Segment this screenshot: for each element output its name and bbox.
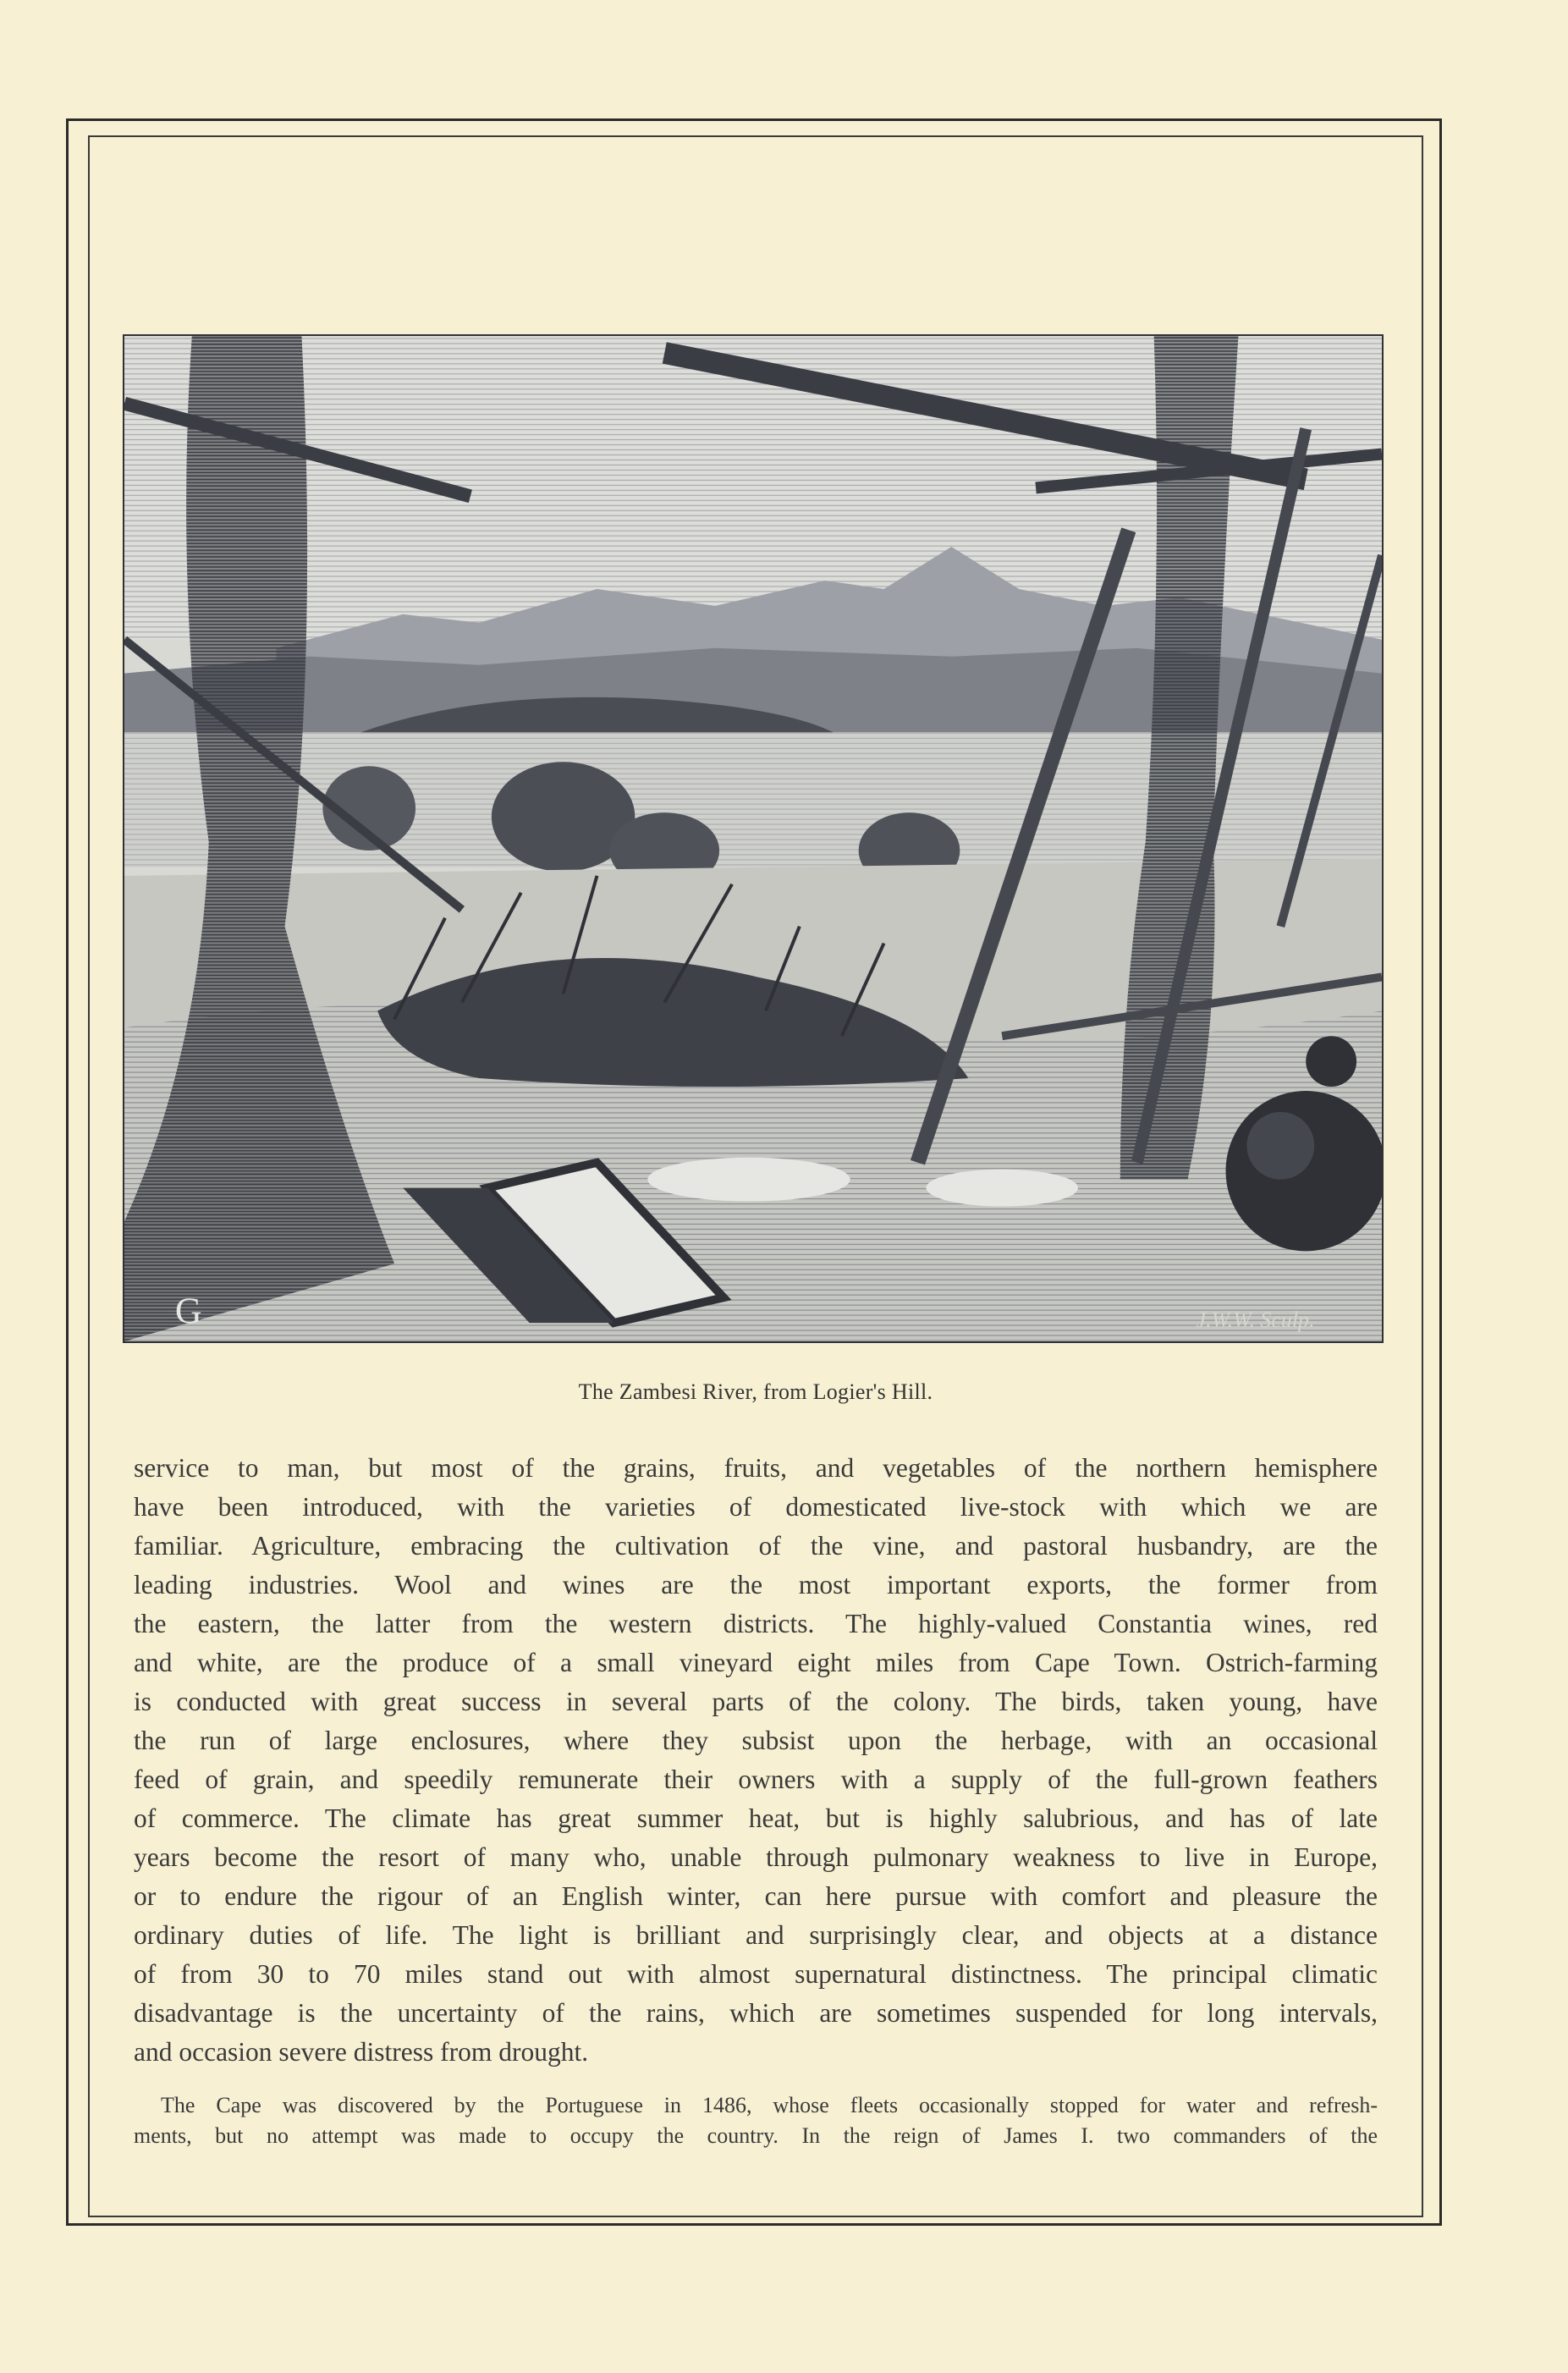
body-line: and white, are the produce of a small vineyard eight miles from Cape Town. Ostrich-farming [134,1648,1378,1677]
body-line: service to man, but most of the grains, fruits, and vegetables of the northern hemisphere [134,1453,1378,1483]
engraver-signature: J.W.W. Sculp. [1196,1308,1315,1333]
body-line: disadvantage is the uncertainty of the rains, which are sometimes suspended for long intervals, [134,1998,1378,2028]
body-line: have been introduced, with the varieties of domesticated live-stock with which we are [134,1492,1378,1522]
body-line: leading industries. Wool and wines are the most important exports, the former from [134,1570,1378,1599]
body-line: and occasion severe distress from drought. [134,2037,589,2067]
zambesi-river-engraving [123,334,1384,1343]
body-line: feed of grain, and speedily remunerate their owners with a supply of the full-grown feathers [134,1765,1378,1794]
body-line: years become the resort of many who, unable through pulmonary weakness to live in Europe, [134,1842,1378,1872]
body-paragraph [134,1449,1378,2072]
illustration-caption: The Zambesi River, from Logier's Hill. [578,1379,933,1404]
body-line: the eastern, the latter from the western districts. The highly-valued Constantia wines, red [134,1609,1378,1638]
small-print-line: ments, but no attempt was made to occupy the country. In the reign of James I. two commanders of the [134,2123,1378,2148]
body-line: or to endure the rigour of an English winter, can here pursue with comfort and pleasure the [134,1881,1378,1911]
body-line: familiar. Agriculture, embracing the cultivation of the vine, and pastoral husbandry, are the [134,1531,1378,1561]
body-line: of from 30 to 70 miles stand out with almost supernatural distinctness. The principal climatic [134,1959,1378,1989]
body-line: ordinary duties of life. The light is brilliant and surprisingly clear, and objects at a distance [134,1920,1378,1950]
body-line: the run of large enclosures, where they subsist upon the herbage, with an occasional [134,1726,1378,1755]
small-print-line: The Cape was discovered by the Portuguese in 1486, whose fleets occasionally stopped for water and refresh- [161,2093,1378,2117]
body-line: is conducted with great success in several parts of the colony. The birds, taken young, have [134,1687,1378,1716]
body-line: of commerce. The climate has great summer heat, but is highly salubrious, and has of late [134,1803,1378,1833]
engraving-illustration [124,336,1382,1341]
engraver-monogram: G [174,1291,202,1332]
small-print-paragraph [134,2090,1378,2151]
